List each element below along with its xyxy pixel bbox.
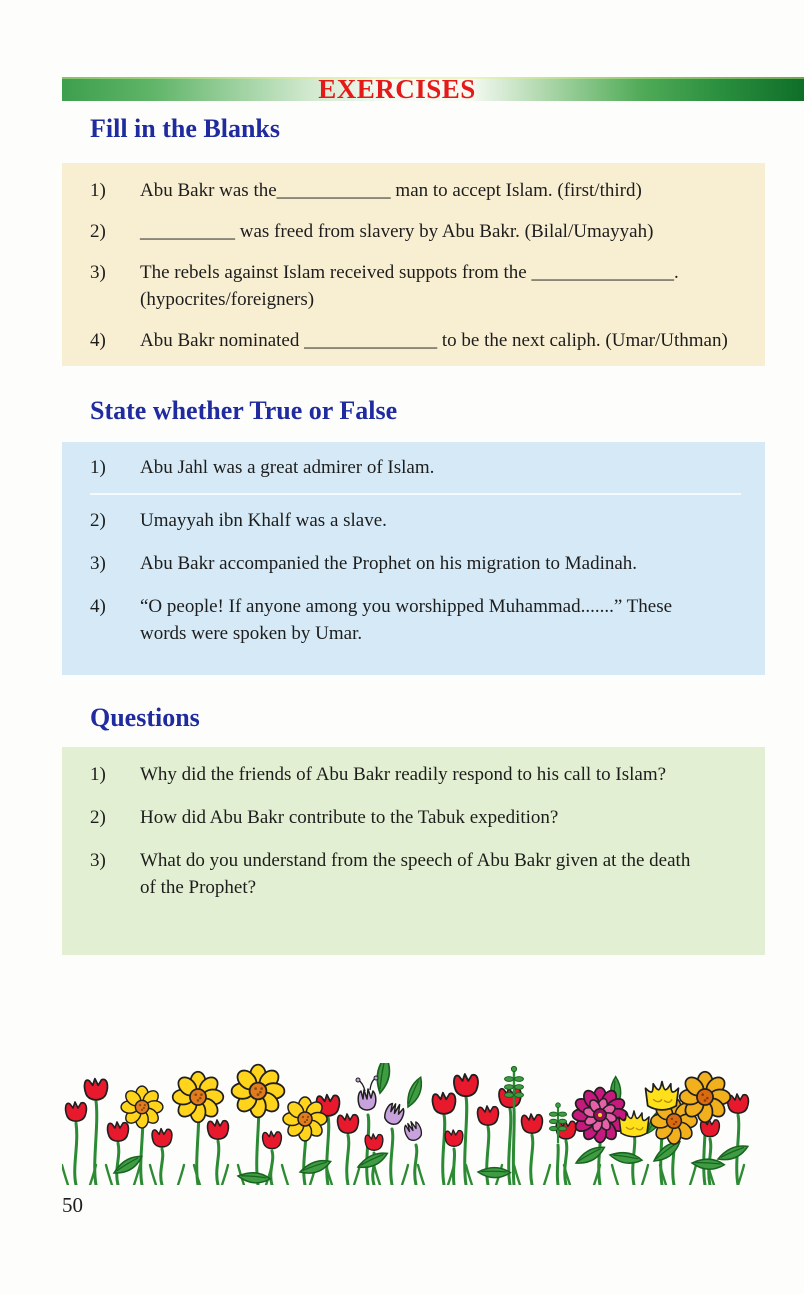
- banner-title: EXERCISES: [318, 73, 476, 104]
- item-text: Abu Bakr was the____________ man to accept Islam. (first/third): [140, 180, 642, 201]
- item-number: 4): [90, 596, 106, 617]
- page-number: 50: [62, 1193, 83, 1217]
- item-text: Abu Bakr accompanied the Prophet on his migration to Madinah.: [140, 553, 638, 574]
- exercise-item: [90, 218, 741, 245]
- item-number: 1): [90, 180, 106, 201]
- item-number: 2): [90, 510, 106, 531]
- item-text: Abu Bakr nominated ______________ to be the next caliph. (Umar/Uthman): [140, 330, 728, 351]
- exercise-item: [90, 177, 741, 204]
- item-text: What do you understand from the speech of Abu Bakr given at the death of the Prophet?: [140, 850, 691, 898]
- section-heading-fill-in-the-blanks: Fill in the Blanks: [90, 114, 280, 143]
- item-number: 3): [90, 262, 106, 283]
- exercise-item: [90, 327, 741, 354]
- item-number: 2): [90, 807, 106, 828]
- fill-in-the-blanks-box: [62, 163, 765, 366]
- item-number: 3): [90, 850, 106, 871]
- exercise-item: [90, 259, 741, 313]
- item-number: 4): [90, 330, 106, 351]
- section-heading-questions: Questions: [90, 703, 200, 732]
- section-heading-true-false: State whether True or False: [90, 396, 398, 425]
- item-number: 2): [90, 221, 106, 242]
- questions-box: [62, 747, 765, 955]
- item-text: Umayyah ibn Khalf was a slave.: [140, 510, 387, 531]
- exercise-item: [90, 454, 741, 495]
- item-text: The rebels against Islam received suppots from the _______________. (hypocrites/foreigners): [140, 262, 679, 310]
- item-number: 1): [90, 457, 106, 478]
- page-content: [62, 114, 765, 955]
- true-false-box: [62, 442, 765, 675]
- item-number: 1): [90, 764, 106, 785]
- item-text: __________ was freed from slavery by Abu Bakr. (Bilal/Umayyah): [140, 221, 654, 242]
- exercise-item: [90, 550, 741, 577]
- item-number: 3): [90, 553, 106, 574]
- item-text: How did Abu Bakr contribute to the Tabuk expedition?: [140, 807, 559, 828]
- item-text: Abu Jahl was a great admirer of Islam.: [140, 457, 435, 478]
- exercise-item: [90, 507, 741, 534]
- exercise-item: [90, 593, 741, 647]
- exercise-item: [90, 804, 741, 831]
- exercises-banner: [62, 73, 804, 104]
- item-text: “O people! If anyone among you worshipped Muhammad.......” These words were spoken by Umar.: [140, 596, 673, 644]
- exercise-item: [90, 761, 741, 788]
- item-text: Why did the friends of Abu Bakr readily respond to his call to Islam?: [140, 764, 667, 785]
- exercise-item: [90, 847, 741, 901]
- flower-border-illustration: [62, 1063, 752, 1185]
